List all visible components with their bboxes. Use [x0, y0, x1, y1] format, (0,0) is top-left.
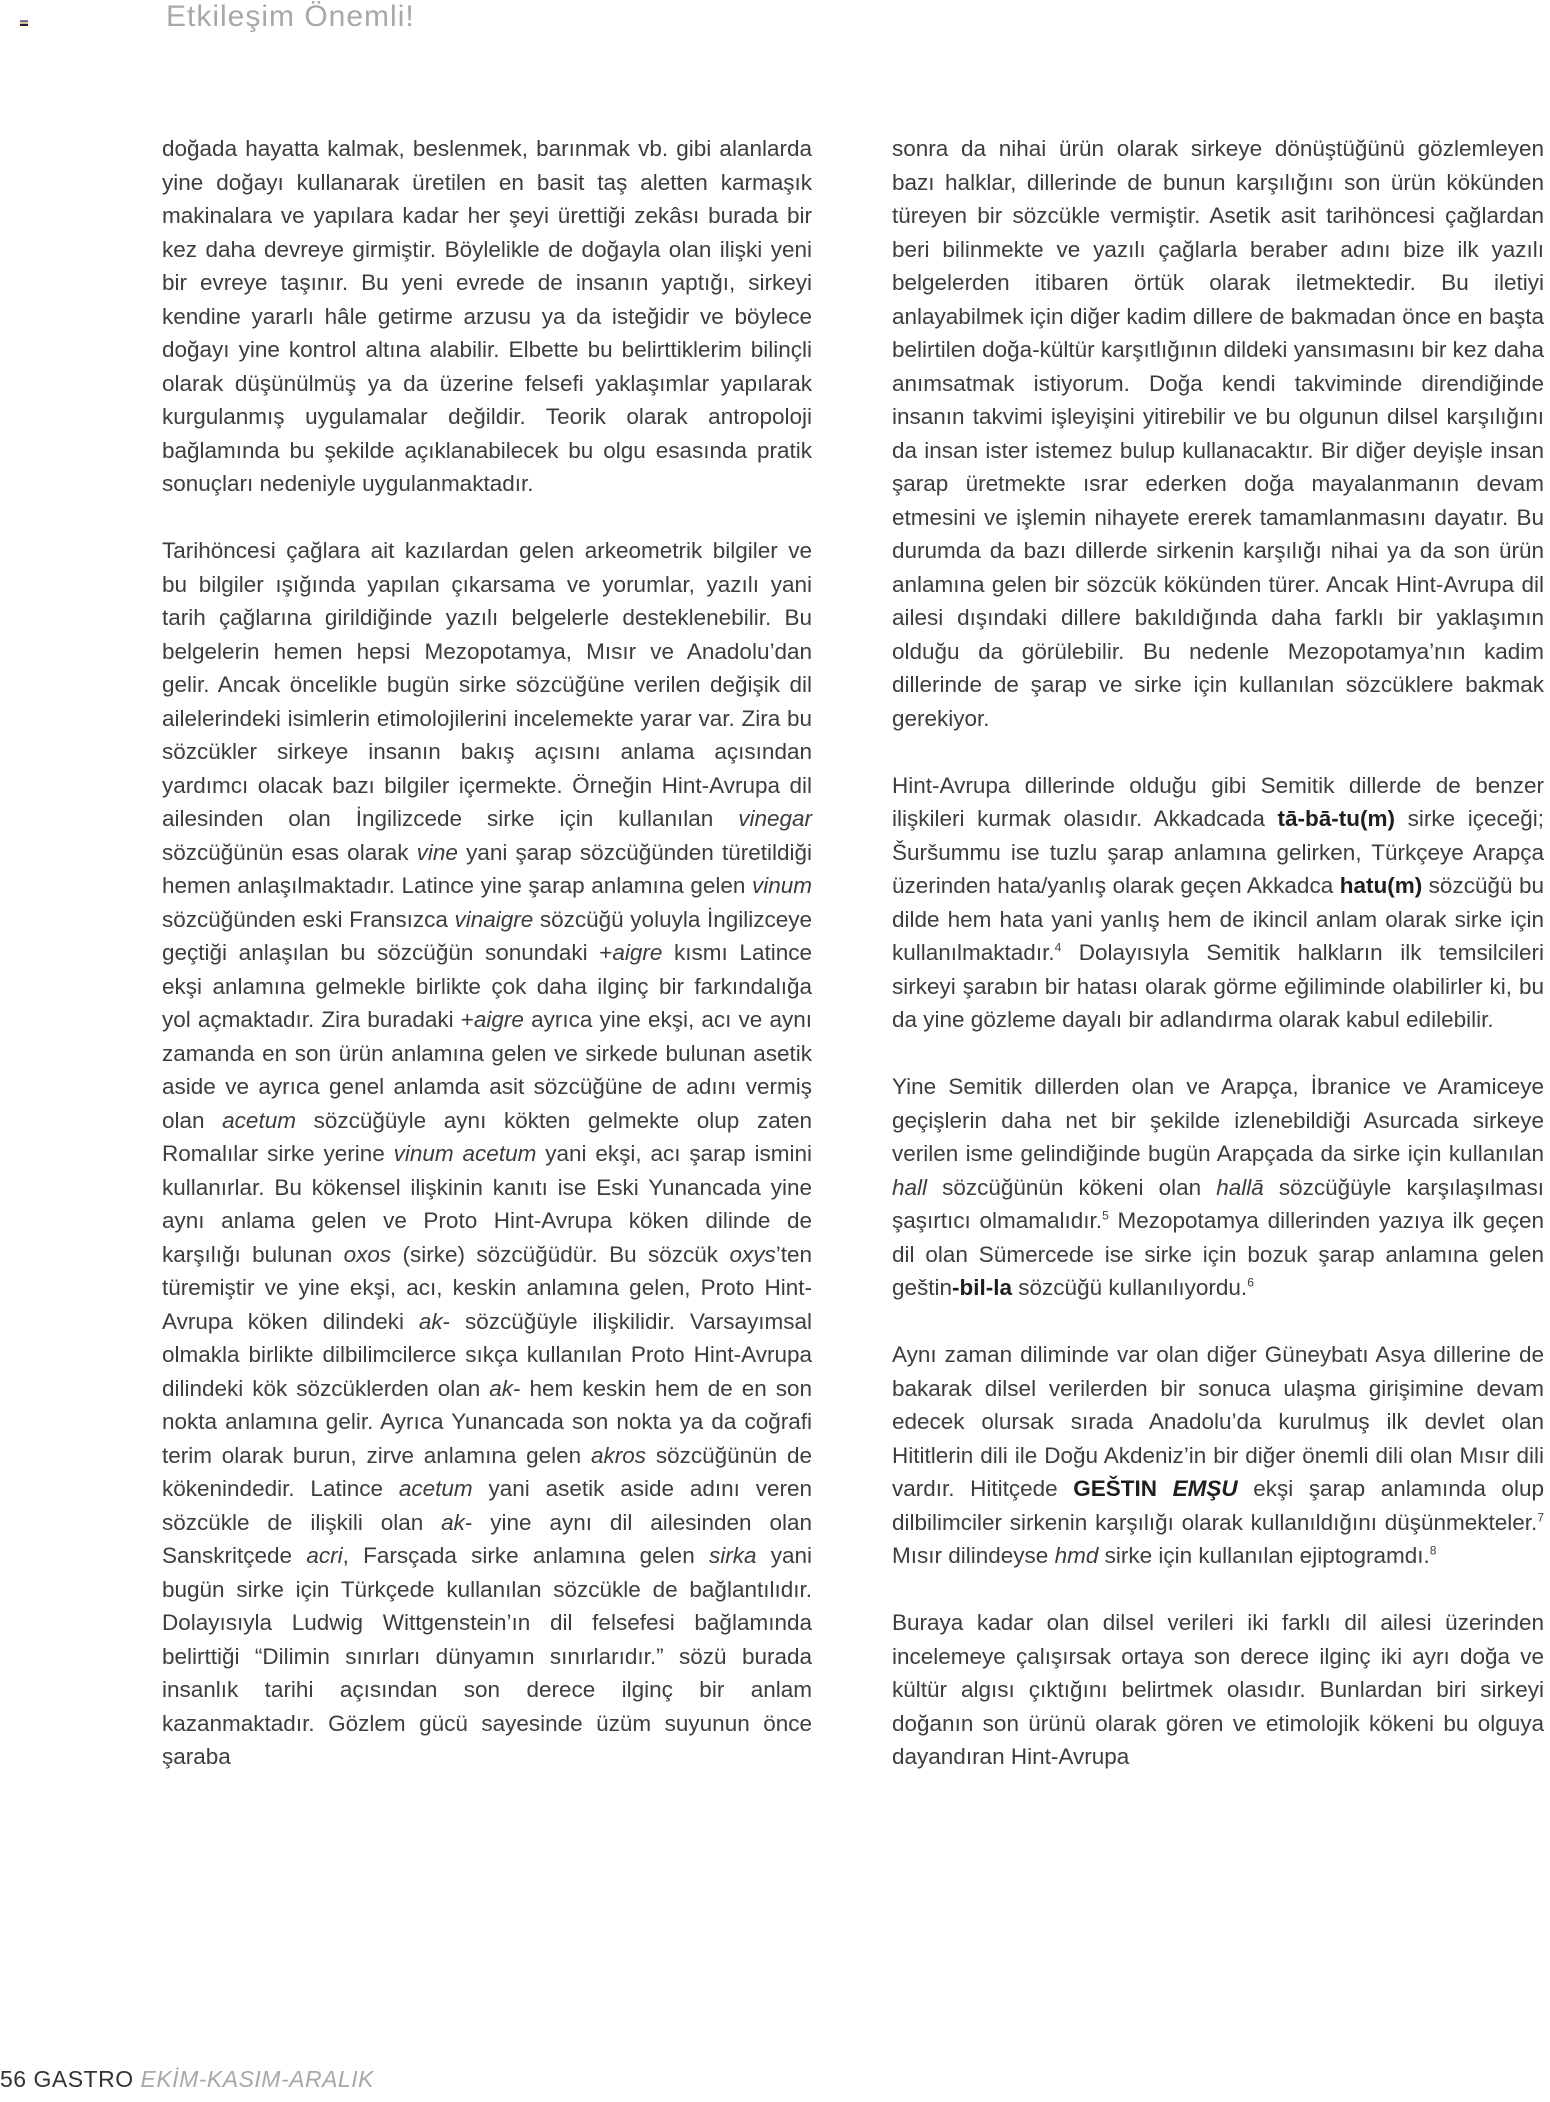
flag-stripe: [20, 24, 28, 26]
text-run: doğada hayatta kalmak, beslenmek, barınmak vb. gibi alanlarda yine doğayı kullanarak üretilen en basit taş aletten karmaşık makinalara ve yapılara kadar her şeyi ürettiği zekâsı burada bir kez daha devreye girmiştir. Böylelikle de doğayla olan ilişki yeni bir evreye taşınır. Bu yeni evrede de insanın yaptığı, sirkeyi kendine yararlı hâle getirme arzusu ya da isteğidir ve böylece doğayı yine kontrol altına alabilir. Elbette bu belirttiklerim bilinçli olarak düşünülmüş ya da üzerine felsefi yaklaşımlar yapılarak kurgulanmış uygulamalar değildir. Teorik olarak antropoloji bağlamında bu şekilde açıklanabilecek bu olgu esasında pratik sonuçları nedeniyle uygulanmaktadır.: [162, 136, 812, 496]
footnote-ref: 5: [1102, 1208, 1109, 1223]
text-run: oxos: [343, 1241, 392, 1267]
text-run: Tarihöncesi çağlara ait kazılardan gelen arkeometrik bilgiler ve bu bilgiler ışığında yapılan çıkarsama ve yorumlar, yazılı yani tarih çağlarına girildiğinde yazılı belgelerle desteklenebilir. Bu belgelerin hemen hepsi Mezopotamya, Mısır ve Anadolu’dan gelir. Ancak öncelikle bugün sirke sözcüğüne verilen değişik dil ailelerindeki isimlerin etimolojilerini incelemekte yarar var. Zira bu sözcükler sirkeye insanın bakış açısını anlama açısından yardımcı olacak bazı bilgiler içermekte. Örneğin Hint-Avrupa dil ailesinden olan İngilizcede sirke için kullanılan: [162, 538, 812, 831]
text-run: ak: [418, 1308, 443, 1334]
text-run: acetum: [398, 1476, 473, 1501]
text-run: vinum: [751, 873, 812, 898]
article-paragraph: [892, 1338, 1544, 1573]
text-run: vine: [416, 839, 458, 865]
footnote-ref: 8: [1429, 1543, 1437, 1558]
article-paragraph: [162, 534, 812, 1774]
text-run: ak: [441, 1509, 465, 1535]
text-run: GEŠTIN: [1073, 1476, 1158, 1501]
text-run: tā-bā-tu(m): [1277, 806, 1396, 831]
footnote-ref: 6: [1247, 1275, 1254, 1290]
text-run: ayrıca yine ekşi, acı ve aynı zamanda en son ürün anlamına gelen ve sirkede bulunan asetik aside ve ayrıca genel anlamda asit sözcüğüne de adını vermiş olan: [162, 1007, 812, 1133]
text-run: Mezopotamya dillerinden yazıya ilk geçen dil olan Sümercede ise sirke için bozuk şarap anlamına gelen geštin: [892, 1208, 1544, 1300]
text-run: ekşi şarap anlamında olup dilbilimciler sirkenin karşılığı olarak kullanıldığını düşünmekteler.: [892, 1476, 1544, 1535]
text-run: -bil-la: [952, 1275, 1013, 1300]
text-run: Buraya kadar olan dilsel verileri iki farklı dil ailesi üzerinden incelemeye çalışırsak ortaya son derece ilginç iki ayrı doğa ve kültür algısı çıktığını belirtmek olasıdır. Bunlardan biri sirkeyi doğanın son ürünü olarak gören ve etimolojik kökeni bu olguya dayandıran Hint-Avrupa: [892, 1610, 1544, 1769]
footnote-ref: 4: [1054, 940, 1062, 955]
text-run: - hem keskin hem de en son nokta anlamına gelir. Ayrıca Yunancada son nokta ya da coğrafi terim olarak burun, zirve anlamına gelen: [162, 1375, 812, 1468]
text-run: - sözcüğüyle ilişkilidir. Varsayımsal olmakla birlikte dilbilimcilerce sıkça kullanılan Proto Hint-Avrupa dilindeki kök sözcüklerden olan: [162, 1308, 812, 1401]
text-run: - yine aynı dil ailesinden olan Sanskritçede: [162, 1509, 812, 1568]
text-run: EMŞU: [1172, 1476, 1238, 1501]
text-run: yani şarap sözcüğünden türetildiği hemen anlaşılmaktadır. Latince yine şarap anlamına gelen: [162, 839, 812, 898]
text-run: sözcüğü kullanılıyordu.: [1012, 1275, 1248, 1300]
text-run: (sirke) sözcüğüdür. Bu sözcük: [391, 1241, 730, 1267]
text-run: hall: [892, 1174, 928, 1200]
page-header-title: Etkileşim Önemli!: [166, 0, 415, 33]
text-run: ak: [489, 1375, 514, 1401]
page-number: 56: [0, 2066, 27, 2092]
text-run: sözcüğünün kökeni olan: [927, 1174, 1217, 1200]
text-run: aigre: [612, 940, 663, 965]
text-run: sözcüğüyle aynı kökten gelmekte olup zaten Romalılar sirke yerine: [162, 1107, 812, 1166]
text-run: [1157, 1476, 1173, 1501]
text-run: yani ekşi, acı şarap ismini kullanırlar. Bu kökensel ilişkinin kanıtı ise Eski Yunancada yine aynı anlama gelen ve Proto Hint-Avrupa köken dilinde de karşılığı bulunan: [162, 1141, 812, 1267]
text-run: hatu(m): [1339, 873, 1423, 898]
text-run: hmd: [1054, 1543, 1099, 1568]
text-run: , Farsçada sirke anlamına gelen: [342, 1543, 709, 1568]
flag-icon: [20, 20, 28, 27]
text-run: sözcüğünün de kökenindedir. Latince: [162, 1442, 813, 1501]
text-run: vinum acetum: [393, 1141, 537, 1166]
text-run: yani bugün sirke için Türkçede kullanılan sözcükle de bağlantılıdır. Dolayısıyla Ludwig Wittgenstein’ın dil felsefesi bağlamında belirttiği “Dilimin sınırları dünyamın sınırlarıdır.” sözü burada insanlık tarihi açısından son derece ilginç bir anlam kazanmaktadır. Gözlem gücü sayesinde üzüm suyunun önce şaraba: [162, 1543, 812, 1769]
footnote-ref: 7: [1537, 1510, 1544, 1524]
text-run: sirke içeceği; Šuršummu ise tuzlu şarap anlamına gelirken, Türkçeye Arapça üzerinden hata/yanlış olarak geçen Akkadca: [892, 806, 1544, 898]
article-paragraph: [892, 1606, 1544, 1774]
text-run: kısmı Latince ekşi anlamına gelmekle birlikte çok daha ilginç bir farkındalığa yol açmaktadır. Zira buradaki +: [162, 940, 812, 1032]
text-run: Aynı zaman diliminde var olan diğer Güneybatı Asya dillerine de bakarak dilsel verilerden bir sonuca ulaşma girişimine devam edecek olursak sırada Anadolu’da kurulmuş ilk devlet olan Hititlerin dili ile Doğu Akdeniz’in bir diğer önemli dili olan Mısır dili vardır. Hititçede: [892, 1342, 1544, 1501]
text-run: oxys: [729, 1241, 776, 1267]
issue-label: EKİM-KASIM-ARALIK: [140, 2066, 374, 2092]
text-run: yani asetik aside adını veren sözcükle de ilişkili olan: [162, 1476, 812, 1535]
text-run: Mısır dilindeyse: [892, 1543, 1055, 1568]
text-run: sözcüğü yoluyla İngilizceye geçtiği anlaşılan bu sözcüğün sonundaki +: [162, 906, 812, 965]
article-paragraph: [892, 1070, 1544, 1305]
text-run: sirke için kullanılan ejiptogramdı.: [1098, 1543, 1430, 1568]
article-column-left: [162, 132, 812, 1807]
text-run: acri: [306, 1543, 343, 1568]
text-run: hallā: [1216, 1174, 1264, 1200]
text-run: sirka: [708, 1543, 757, 1568]
article-paragraph: [892, 132, 1544, 735]
text-run: aigre: [473, 1007, 524, 1032]
text-run: sonra da nihai ürün olarak sirkeye dönüştüğünü gözlemleyen bazı halklar, dillerinde de bunun karşılığını son ürün kökünden türeyen bir sözcükle vermiştir. Asetik asit tarihöncesi çağlardan beri bilinmekte ve yazılı çağlarla beraber adını bize ilk yazılı belgelerden itibaren örtük olarak iletmektedir. Bu iletiyi anlayabilmek için diğer kadim dillere de bakmadan önce en başta belirtilen doğa-kültür karşıtlığının dildeki yansımasını bir kez daha anımsatmak istiyorum. Doğa kendi takviminde direndiğinde insanın takvimi işleyişini yitirebilir ve bu olgunun dilsel karşılığını da insan ister istemez bulup kullanacaktır. Bir diğer deyişle insan şarap üretmekte ısrar ederken doğa mayalanmanın devam etmesini ve işlemin nihayete ererek tamamlanmasını dayatır. Bu durumda da bazı dillerde sirkenin karşılığı nihai ya da son ürün anlamına gelen bir sözcük kökünden türer. Ancak Hint-Avrupa dil ailesi dışındaki dillere bakıldığında daha farklı bir yaklaşımın olduğu da görülebilir. Bu nedenle Mezopotamya’nın kadim dillerinde de şarap ve sirke için kullanılan sözcüklere bakmak gerekiyor.: [892, 136, 1544, 731]
text-run: sözcüğüyle karşılaşılması şaşırtıcı olmamalıdır.: [892, 1174, 1544, 1233]
text-run: Dolayısıyla Semitik halkların ilk temsilcileri sirkeyi şarabın bir hatası olarak görme eğiliminde olabilirler ki, bu da yine gözleme dayalı bir adlandırma olarak kabul edilebilir.: [892, 940, 1544, 1032]
text-run: acetum: [222, 1107, 296, 1133]
article-paragraph: [162, 132, 812, 501]
text-run: Yine Semitik dillerden olan ve Arapça, İbranice ve Aramiceye geçişlerin daha net bir şekilde izlenebildiği Asurcada sirkeye verilen isme gelindiğinde bugün Arapçada da sirke için kullanılan: [892, 1074, 1544, 1166]
text-run: vinaigre: [454, 906, 534, 932]
article-column-right: [892, 132, 1544, 1807]
text-run: Hint-Avrupa dillerinde olduğu gibi Semitik dillerde de benzer ilişkileri kurmak olasıdır. Akkadcada: [892, 772, 1544, 831]
text-run: sözcüğünün esas olarak: [162, 839, 417, 865]
text-run: ’ten türemiştir ve yine ekşi, acı, keskin anlamına gelen, Proto Hint-Avrupa köken dilindeki: [162, 1241, 812, 1334]
text-run: sözcüğünden eski Fransızca: [162, 906, 455, 932]
text-run: vinegar: [738, 806, 812, 831]
article-paragraph: [892, 769, 1544, 1037]
text-run: sözcüğü bu dilde hem hata yani yanlış hem de ikincil anlam olarak sirke için kullanılmaktadır.: [892, 873, 1544, 965]
magazine-name: GASTRO: [33, 2066, 134, 2092]
page-footer: [0, 2066, 374, 2093]
text-run: akros: [591, 1442, 647, 1468]
